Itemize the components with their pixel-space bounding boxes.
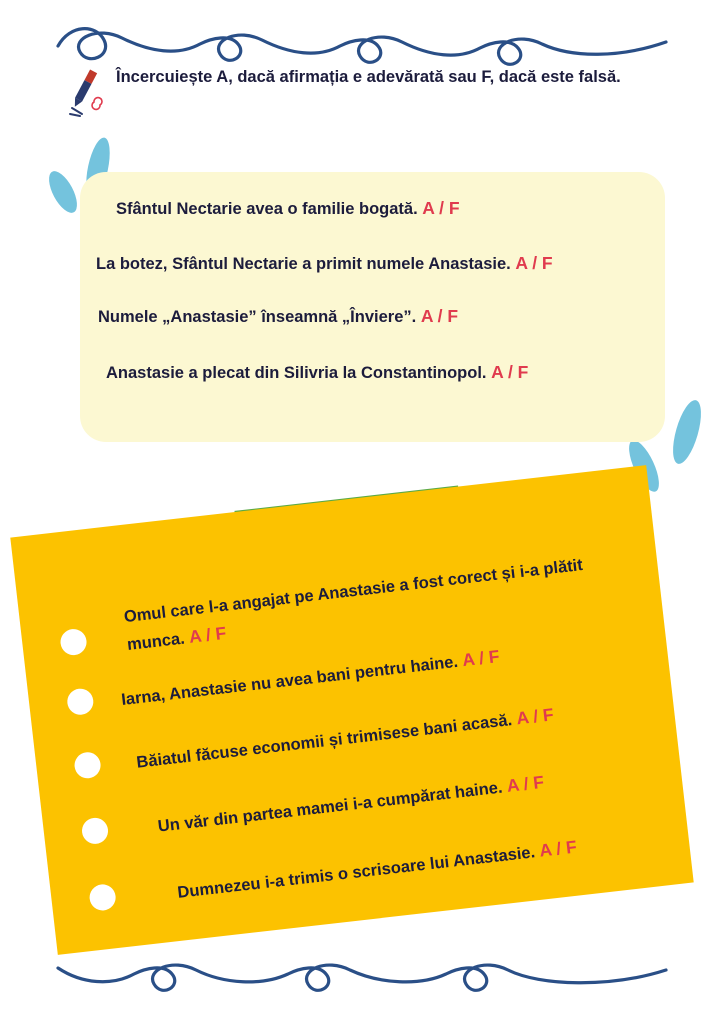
answer-choice[interactable]: A / F [491, 362, 529, 382]
orange-statement-list [105, 544, 642, 902]
pale-statement-list [80, 172, 680, 442]
answer-choice[interactable]: A / F [420, 306, 459, 326]
list-item [120, 643, 501, 713]
answer-choice[interactable]: A / F [422, 198, 460, 218]
list-item [96, 253, 553, 274]
statement-text: Omul care l-a angajat pe Anastasie a fost corect și i-a plătit munca. [123, 556, 584, 654]
statement-text: Numele „Anastasie” înseamnă „Înviere”. [98, 308, 417, 326]
answer-choice[interactable]: A / F [187, 622, 228, 647]
statement-text: Un văr din partea mamei i-a cumpărat haine. [156, 778, 504, 836]
pen-icon [66, 68, 112, 120]
answer-choice[interactable]: A / F [538, 836, 578, 861]
answer-choice[interactable]: A / F [515, 253, 553, 273]
statement-text: Dumnezeu i-a trimis o scrisoare lui Anastasie. [176, 843, 537, 902]
statement-text: Iarna, Anastasie nu avea bani pentru haine. [120, 652, 459, 709]
statement-text: Băiatul făcuse economii și trimisese bani acasă. [135, 711, 514, 772]
statement-text: La botez, Sfântul Nectarie a primit numele Anastasie. [96, 255, 511, 273]
punch-hole-icon [66, 687, 95, 716]
punch-hole-icon [73, 751, 102, 780]
list-item [176, 834, 578, 907]
answer-choice[interactable]: A / F [461, 646, 501, 671]
statement-text: Anastasie a plecat din Silivria la Constantinopol. [106, 364, 487, 382]
list-item [156, 769, 545, 840]
orange-statement-card [10, 465, 693, 955]
list-item [135, 701, 555, 776]
list-item [123, 549, 626, 658]
instruction-text: Încercuiește A, dacă afirmația e adevărată sau F, dacă este falsă. [116, 68, 621, 86]
instruction-row [66, 66, 666, 118]
punch-hole-icon [88, 883, 117, 912]
bottom-decorative-squiggle [0, 944, 724, 1004]
brush-stroke-icon [43, 167, 82, 217]
list-item [106, 362, 528, 383]
list-item [116, 198, 460, 219]
punch-hole-icon [59, 628, 88, 657]
punch-hole-icon [81, 816, 110, 845]
statement-text: Sfântul Nectarie avea o familie bogată. [116, 200, 418, 218]
list-item [98, 306, 458, 327]
answer-choice[interactable]: A / F [505, 771, 545, 796]
answer-choice[interactable]: A / F [515, 704, 555, 729]
